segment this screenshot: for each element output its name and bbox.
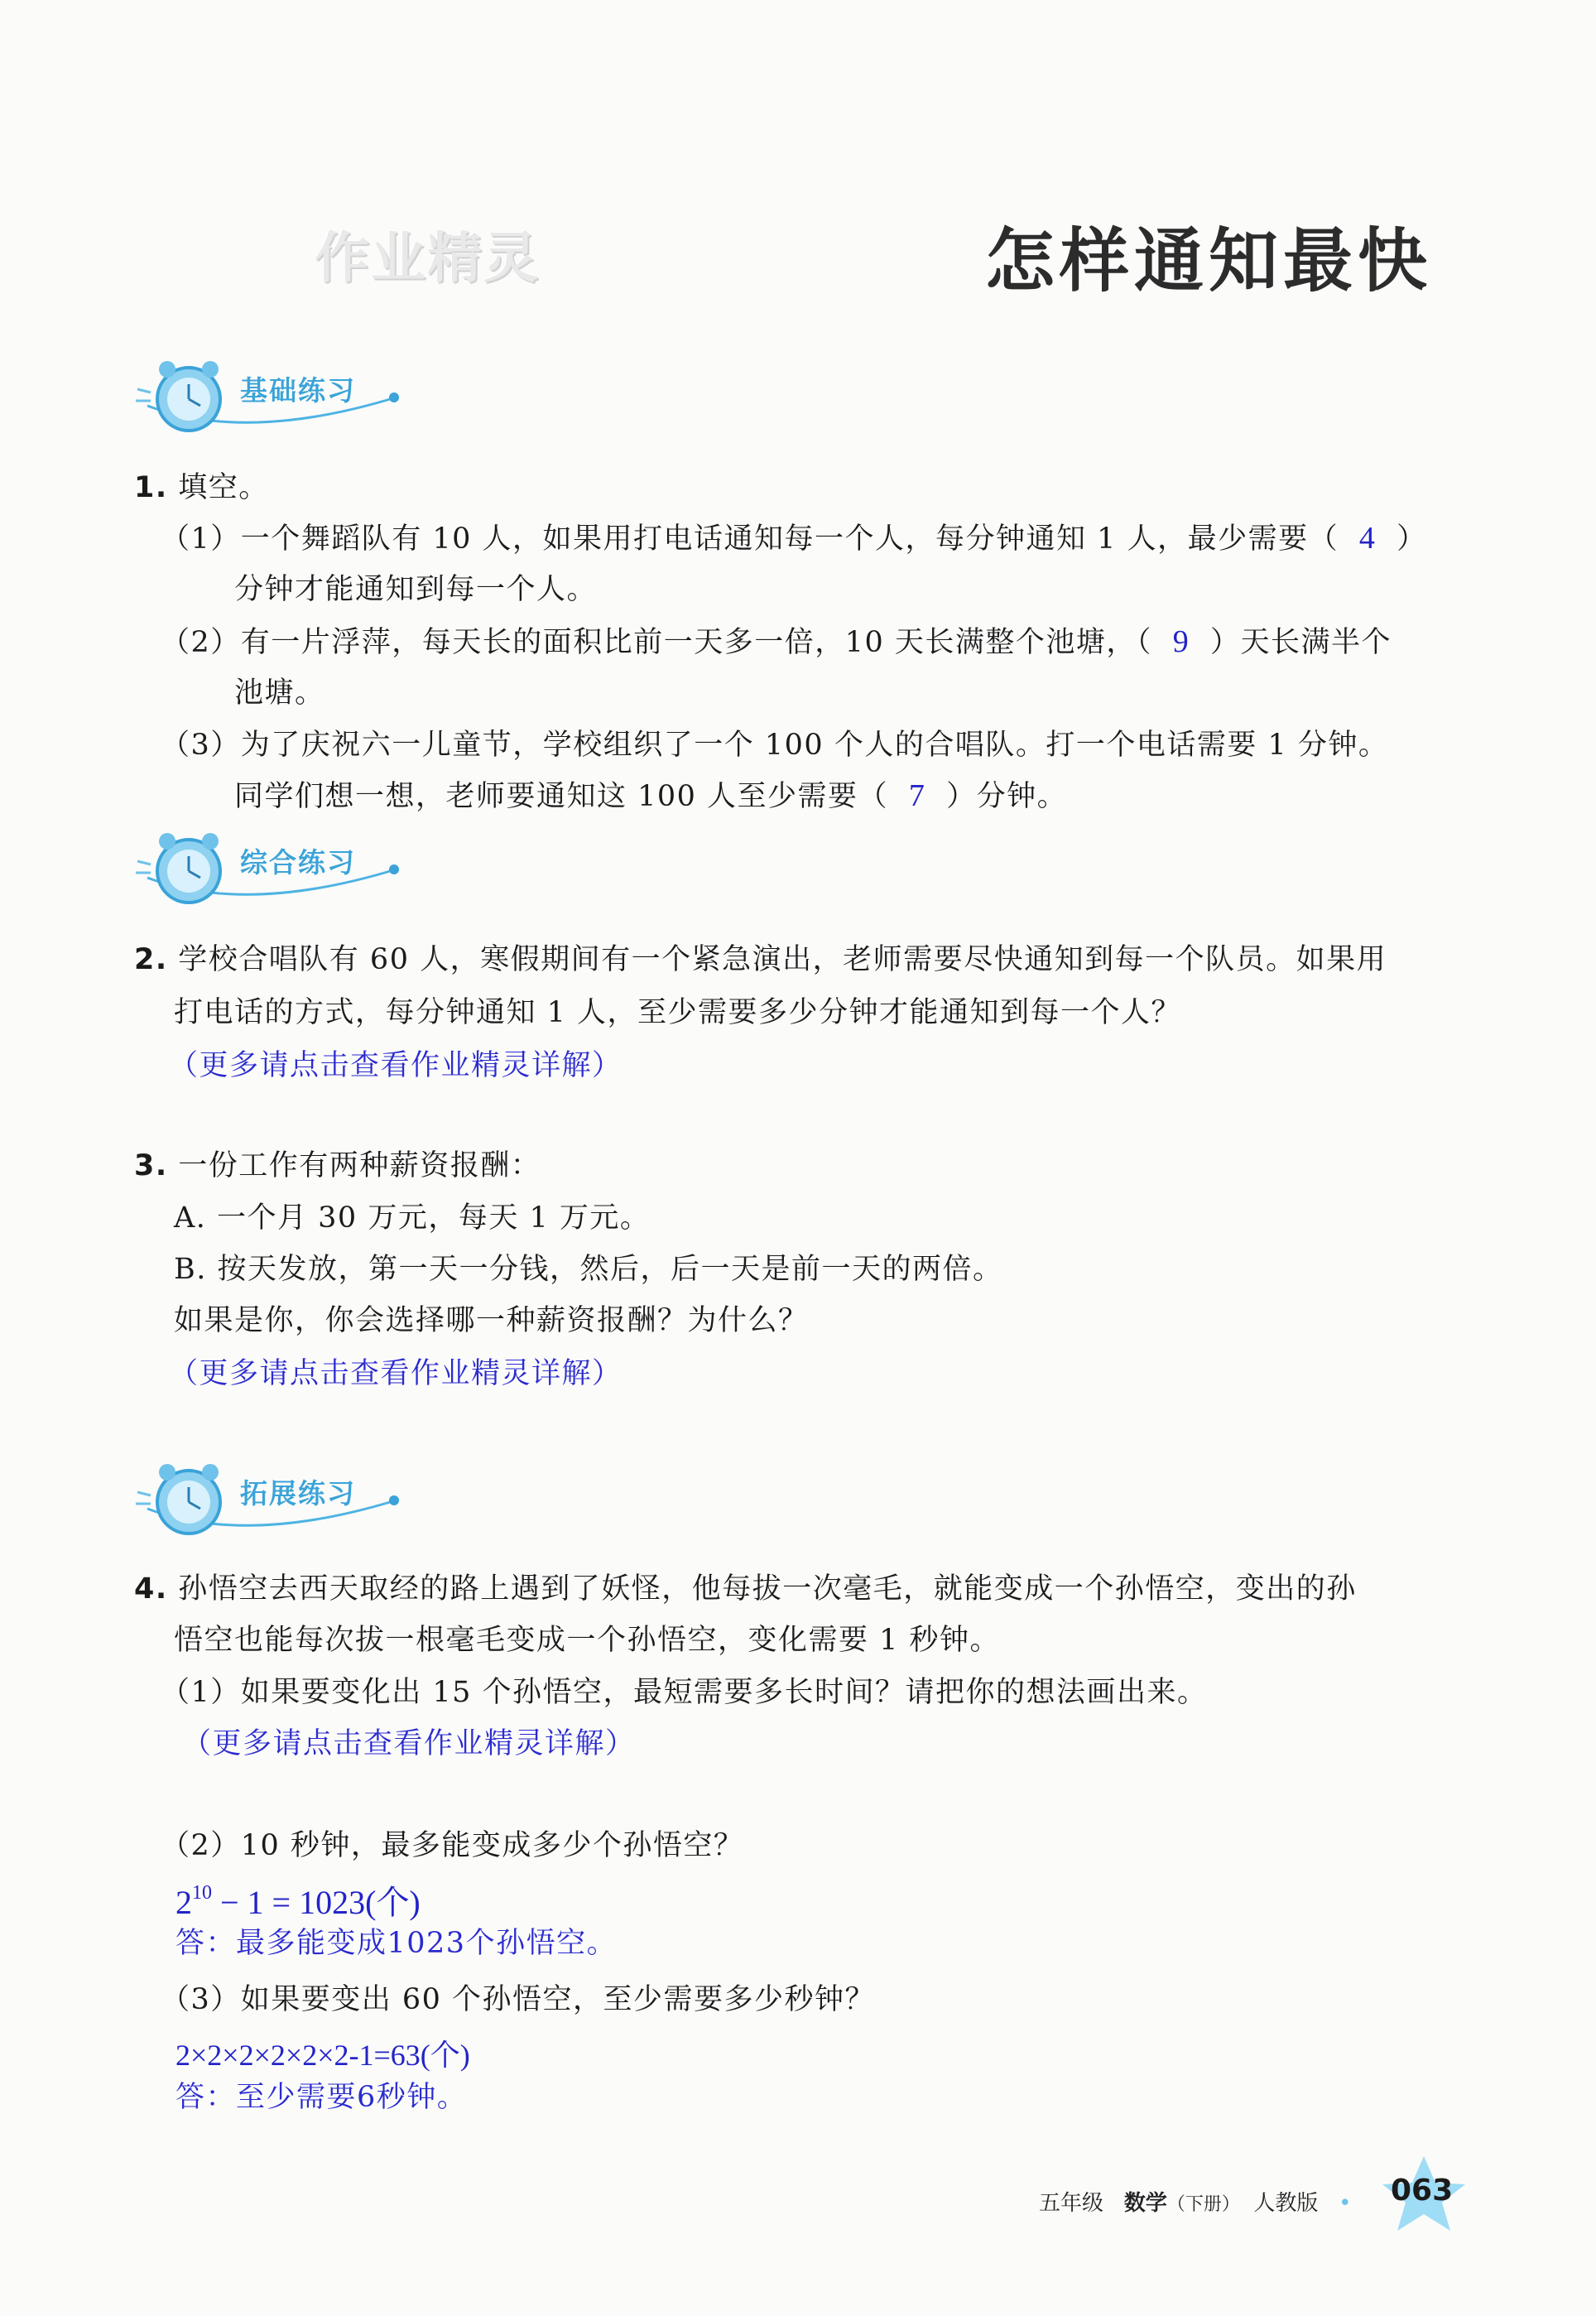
question-1-part-2: （2）有一片浮萍，每天长的面积比前一天多一倍，10 天长满整个池塘，（ 9 ）天长满半个 xyxy=(161,624,1392,659)
answer-4-2-formula: $2^{10} - 1 = 1023$(个) xyxy=(175,1882,421,1921)
question-3-option-b: B. 按天发放，第一天一分钱，然后，后一天是前一天的两倍。 xyxy=(174,1253,1003,1286)
page-number: 063 xyxy=(1391,2174,1454,2208)
section-label-basic: 基础练习 xyxy=(240,374,356,407)
question-4-part-1: （1）如果要变化出 15 个孙悟空，最短需要多长时间？请把你的想法画出来。 xyxy=(161,1676,1208,1709)
detail-link-q3[interactable]: （更多请点击查看作业精灵详解） xyxy=(169,1357,623,1390)
question-4-line-2: 悟空也能每次拔一根毫毛变成一个孙悟空，变化需要 1 秒钟。 xyxy=(174,1624,1001,1657)
question-1-part-3: （3）为了庆祝六一儿童节，学校组织了一个 100 个人的合唱队。打一个电话需要 1 分钟。 xyxy=(161,729,1389,762)
page-title: 怎样通知最快 xyxy=(985,220,1433,301)
question-4-part-3: （3）如果要变出 60 个孙悟空，至少需要多少秒钟？ xyxy=(161,1983,876,2016)
section-header-basic xyxy=(131,348,429,447)
question-4-part-2: （2）10 秒钟，最多能变成多少个孙悟空？ xyxy=(161,1829,744,1862)
answer-1-3: 7 xyxy=(908,778,926,813)
question-1-part-1: （1）一个舞蹈队有 10 人，如果用打电话通知每一个人，每分钟通知 1 人，最少需要（ 4 ） xyxy=(161,521,1427,556)
answer-4-3-formula: 2×2×2×2×2×2-1=63(个) xyxy=(175,2039,470,2072)
question-1-part-2-cont: 池塘。 xyxy=(234,677,325,710)
section-header-extended xyxy=(131,1451,429,1550)
question-1-stem: 1. 填空。 xyxy=(134,471,269,504)
answer-4-2-text: 答：最多能变成1023个孙悟空。 xyxy=(175,1927,618,1960)
question-3-line-1: 3. 一份工作有两种薪资报酬： xyxy=(134,1149,541,1182)
question-1-part-3-cont: 同学们想一想，老师要通知这 100 人至少需要（ 7 ）分钟。 xyxy=(234,778,1068,813)
watermark: 作业精灵 xyxy=(315,226,540,290)
answer-1-1: 4 xyxy=(1358,521,1377,556)
question-4-line-1: 4. 孙悟空去西天取经的路上遇到了妖怪，他每拔一次毫毛，就能变成一个孙悟空，变出的孙 xyxy=(134,1572,1357,1606)
section-label-combined: 综合练习 xyxy=(240,846,356,879)
question-1-part-1-cont: 分钟才能通知到每一个人。 xyxy=(234,573,598,606)
answer-4-3-text: 答：至少需要6秒钟。 xyxy=(175,2081,468,2114)
section-header-combined xyxy=(131,820,429,919)
footer-info: 五年级 数学（下册） 人教版 • xyxy=(1039,2191,1352,2216)
detail-link-q2[interactable]: （更多请点击查看作业精灵详解） xyxy=(169,1049,623,1082)
section-label-extended: 拓展练习 xyxy=(240,1477,356,1509)
question-2-line-1: 2. 学校合唱队有 60 人，寒假期间有一个紧急演出，老师需要尽快通知到每一个队员。如果用 xyxy=(134,943,1387,976)
question-3-option-a: A. 一个月 30 万元，每天 1 万元。 xyxy=(174,1201,651,1235)
question-3-line-4: 如果是你，你会选择哪一种薪资报酬？为什么？ xyxy=(174,1304,809,1337)
answer-1-2: 9 xyxy=(1172,624,1190,659)
detail-link-q4[interactable]: （更多请点击查看作业精灵详解） xyxy=(182,1727,636,1760)
question-2-line-2: 打电话的方式，每分钟通知 1 人，至少需要多少分钟才能通知到每一个人？ xyxy=(174,996,1182,1029)
